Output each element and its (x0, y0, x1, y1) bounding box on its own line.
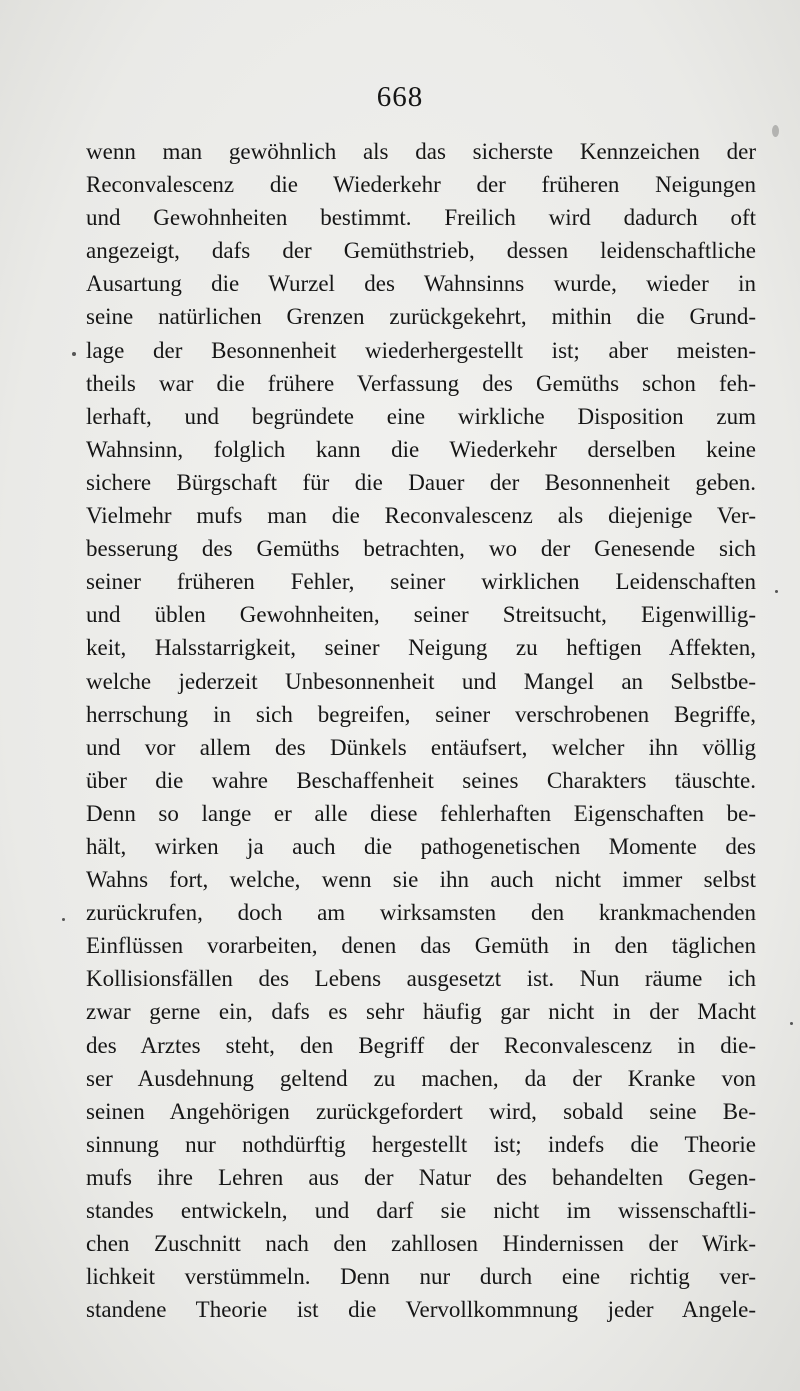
text-line: Ausartung die Wurzel des Wahnsinns wurde, wieder in (86, 271, 756, 297)
paper-speck (62, 918, 65, 921)
paper-speck (790, 1022, 793, 1025)
text-line: mufs ihre Lehren aus der Natur des behandelten Gegen- (86, 1164, 756, 1190)
text-line: Wahnsinn, folglich kann die Wiederkehr derselben keine (86, 436, 756, 462)
text-line: welche jederzeit Unbesonnenheit und Mangel an Selbstbe- (86, 668, 756, 694)
text-line: hält, wirken ja auch die pathogenetischen Momente des (86, 833, 756, 859)
body-text (86, 135, 756, 1326)
text-line: Wahns fort, welche, wenn sie ihn auch nicht immer selbst (86, 867, 756, 893)
text-line: sichere Bürgschaft für die Dauer der Besonnenheit geben. (86, 469, 756, 495)
text-line: sinnung nur nothdürftig hergestellt ist; indefs die Theorie (86, 1131, 756, 1157)
page-number: 668 (376, 81, 424, 113)
text-line: herrschung in sich begreifen, seiner verschrobenen Begriffe, (86, 701, 756, 727)
text-line: wenn man gewöhnlich als das sicherste Kennzeichen der (86, 139, 756, 164)
text-line: theils war die frühere Verfassung des Gemüths schon feh- (86, 370, 756, 396)
text-line: standes entwickeln, und darf sie nicht im wissenschaftli- (86, 1198, 756, 1223)
text-line: lage der Besonnenheit wiederhergestellt ist; aber meisten- (86, 337, 756, 363)
text-line: seiner früheren Fehler, seiner wirklichen Leidenschaften (86, 569, 756, 595)
text-line: Denn so lange er alle diese fehlerhaften Eigenschaften be- (86, 800, 756, 826)
text-line: Einflüssen vorarbeiten, denen das Gemüth in den täglichen (86, 933, 756, 959)
text-line: lerhaft, und begründete eine wirkliche Disposition zum (86, 403, 756, 429)
text-line: angezeigt, dafs der Gemüthstrieb, dessen leidenschaftliche (86, 238, 756, 264)
text-line: Reconvalescenz die Wiederkehr der früheren Neigungen (86, 172, 756, 198)
text-line: des Arztes steht, den Begriff der Reconvalescenz in die- (86, 1032, 756, 1058)
paper-speck (772, 125, 779, 137)
text-line: über die wahre Beschaffenheit seines Charakters täuschte. (86, 767, 756, 793)
text-line: lichkeit verstümmeln. Denn nur durch eine richtig ver- (86, 1264, 756, 1290)
text-line: und Gewohnheiten bestimmt. Freilich wird dadurch oft (86, 205, 756, 231)
text-line: zurückrufen, doch am wirksamsten den krankmachenden (86, 900, 756, 926)
text-line: seinen Angehörigen zurückgefordert wird, sobald seine Be- (86, 1098, 756, 1124)
text-line: Vielmehr mufs man die Reconvalescenz als diejenige Ver- (86, 503, 756, 529)
text-line: zwar gerne ein, dafs es sehr häufig gar nicht in der Macht (86, 999, 756, 1025)
text-line: keit, Halsstarrigkeit, seiner Neigung zu heftigen Affekten, (86, 635, 756, 661)
text-line: und üblen Gewohnheiten, seiner Streitsucht, Eigenwillig- (86, 602, 756, 628)
text-line: chen Zuschnitt nach den zahllosen Hindernissen der Wirk- (86, 1231, 756, 1257)
text-line: ser Ausdehnung geltend zu machen, da der Kranke von (86, 1065, 756, 1091)
text-line: Kollisionsfällen des Lebens ausgesetzt ist. Nun räume ich (86, 966, 756, 992)
paper-speck (775, 590, 778, 593)
text-line: seine natürlichen Grenzen zurückgekehrt, mithin die Grund- (86, 304, 756, 330)
text-line: besserung des Gemüths betrachten, wo der Genesende sich (86, 536, 756, 562)
paper-speck (72, 352, 76, 356)
text-line: standene Theorie ist die Vervollkommnung jeder Angele- (86, 1297, 756, 1323)
text-line: und vor allem des Dünkels entäufsert, welcher ihn völlig (86, 734, 756, 760)
